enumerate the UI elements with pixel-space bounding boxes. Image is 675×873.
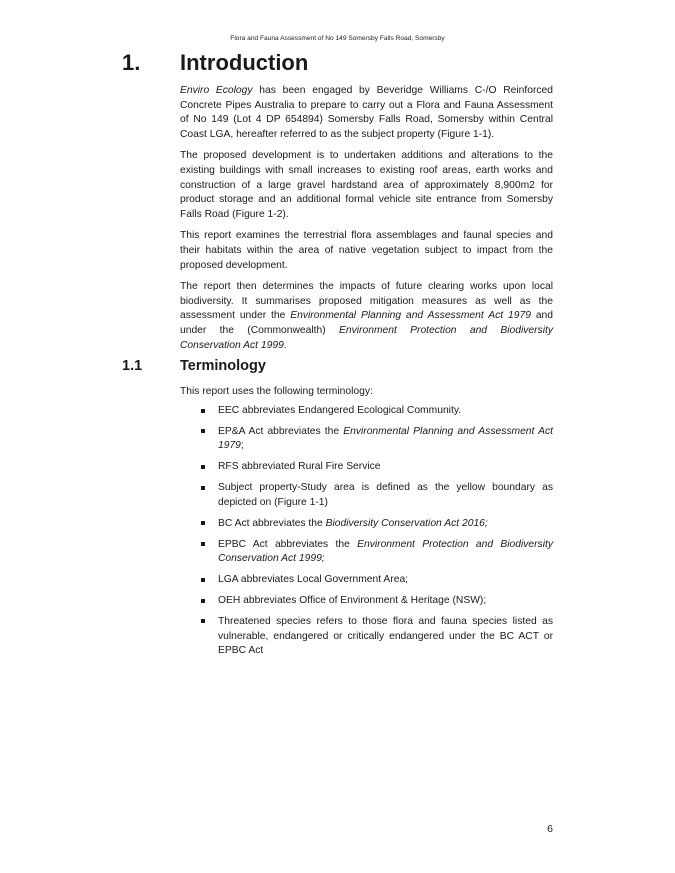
italic-act-name: Environmental Planning and Assessment Act 1979 (290, 310, 531, 322)
bullet-icon (201, 486, 205, 490)
term-italic: Biodiversity Conservation Act 2016; (325, 517, 488, 529)
subsection-title: Terminology (180, 358, 266, 374)
list-item (180, 517, 553, 532)
list-item (180, 615, 553, 659)
intro-paragraph-4 (180, 280, 553, 353)
list-item (180, 404, 553, 419)
terminology-list (180, 404, 553, 665)
paragraph-text: and under the (Commonwealth) (180, 310, 554, 336)
bullet-icon (201, 619, 205, 623)
list-item (180, 481, 553, 510)
running-header: Flora and Fauna Assessment of No 149 Somersby Falls Road, Somersby (230, 35, 445, 42)
list-item (180, 594, 553, 609)
term-italic: Environmental Planning and Assessment Act 1979 (218, 425, 553, 452)
term-text: RFS abbreviated Rural Fire Service (218, 461, 381, 473)
term-text: OEH abbreviates Office of Environment & Heritage (NSW); (218, 595, 487, 607)
bullet-icon (201, 465, 205, 469)
bullet-icon (201, 429, 205, 433)
term-tail: ; (240, 440, 244, 452)
bullet-icon (201, 409, 205, 413)
bullet-icon (201, 542, 205, 546)
section-title: Introduction (180, 50, 309, 75)
list-item (180, 538, 553, 567)
list-item (180, 460, 553, 475)
term-text: Subject property-Study area is defined as the yellow boundary as depicted on (Figure 1-1) (218, 482, 553, 508)
terminology-intro: This report uses the following terminology: (180, 386, 373, 397)
list-item (180, 573, 553, 588)
term-text: Threatened species refers to those flora and fauna species listed as vulnerable, endangered or critically endangered under the BC ACT or EPBC Act (218, 615, 553, 657)
page-number: 6 (547, 823, 553, 835)
term-text: LGA abbreviates Local Government Area; (218, 574, 409, 586)
term-italic: Environment Protection and Biodiversity Conservation Act 1999; (218, 538, 554, 565)
term-text: EEC abbreviates Endangered Ecological Community. (218, 405, 462, 416)
paragraph-text: . (283, 339, 287, 351)
bullet-icon (201, 599, 205, 603)
term-text: BC Act abbreviates the (218, 517, 326, 529)
intro-paragraph-2: The proposed development is to undertaken additions and alterations to the existing buildings with small increases to existing roof areas, earth works and construction of a large gravel hardstand area of approximately 8,900m2 for product storage and an additional formal vehicle site entrance from Somersby Falls Road (Figure 1-2). (180, 150, 553, 220)
intro-paragraph-1 (180, 84, 553, 142)
section-number: 1. (122, 50, 141, 75)
paragraph-text: has been engaged by Beveridge Williams C-/O Reinforced Concrete Pipes Australia to prepare to carry out a Flora and Fauna Assessment of No 149 (Lot 4 DP 654894) Somersby Falls Road, Somersby within Central Coast LGA, hereafter referred to as the subject property (Figure 1-1). (180, 85, 553, 140)
bullet-icon (201, 521, 205, 525)
italic-act-name: Environment Protection and Biodiversity Conservation Act 1999 (180, 324, 553, 351)
term-text: EPBC Act abbreviates the (218, 538, 358, 550)
term-text: EP&A Act abbreviates the (218, 425, 344, 437)
bullet-icon (201, 578, 205, 582)
paragraph-text: The report then determines the impacts of future clearing works upon local biodiversity. It summarises proposed mitigation measures as well as the assessment under the (180, 281, 553, 322)
subsection-number: 1.1 (122, 358, 143, 374)
list-item (180, 425, 553, 454)
italic-company-name: Enviro Ecology (180, 85, 253, 96)
intro-paragraph-3: This report examines the terrestrial flora assemblages and faunal species and their habitats within the area of native vegetation subject to impact from the proposed development. (180, 230, 553, 271)
intro-body (180, 84, 553, 360)
